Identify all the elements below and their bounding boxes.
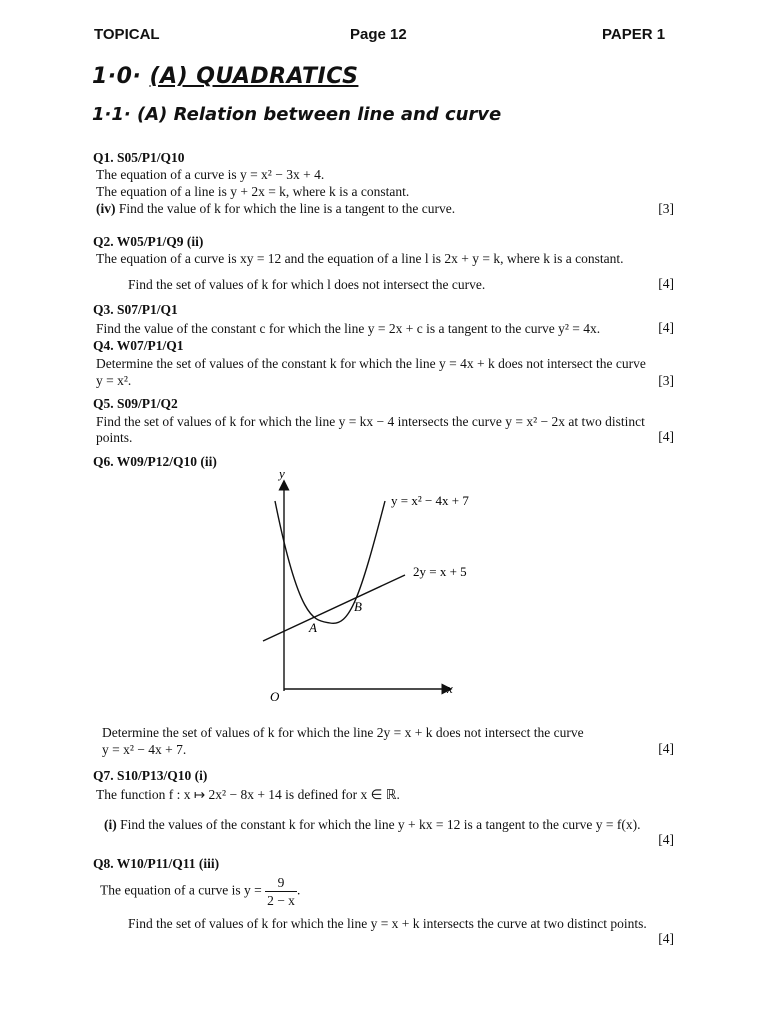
question-line: The equation of a curve is y = $\frac{9}{2 - x}$ . [100, 875, 301, 908]
y-axis-label: y [279, 466, 285, 481]
part-label: (iv) [96, 201, 116, 216]
question-part [96, 200, 455, 217]
section-title: (A) Relation between line and curve [137, 104, 502, 125]
question-line: Find the value of the constant c for which the line y = 2x + c is a tangent to the curve y² = 4x. [96, 321, 601, 336]
section-heading [92, 104, 501, 125]
question-line: The function f : x ↦ 2x² − 8x + 14 is defined for x ∈ ℝ. [96, 787, 400, 802]
marks: [4] [658, 832, 674, 847]
question-line: y = x² − 4x + 7. [102, 742, 187, 757]
question-line: y = x². [96, 373, 132, 388]
question-id: Q6. W09/P12/Q10 (ii) [93, 454, 217, 469]
question-id: Q3. S07/P1/Q1 [93, 302, 178, 317]
question-line: The equation of a curve is y = x² − 3x + 4. [96, 167, 325, 182]
question-line: Find the set of values of k for which the line y = kx − 4 intersects the curve y = x² − 2x at two distinct [96, 414, 645, 429]
header-topical: TOPICAL [94, 26, 160, 43]
part-text: Find the values of the constant k for which the line y + kx = 12 is a tangent to the curve y = f(x). [120, 817, 641, 832]
question-line: Find the set of values of k for which the line y = x + k intersects the curve at two distinct points. [128, 916, 647, 931]
origin-label: O [270, 689, 280, 704]
chapter-title: (A) QUADRATICS [149, 64, 359, 89]
header-page-number: Page 12 [350, 26, 407, 43]
marks: [4] [658, 741, 674, 756]
section-number: 1·1· [92, 104, 131, 125]
question-line: The equation of a curve is xy = 12 and the equation of a line l is 2x + y = k, where k is a constant. [96, 251, 624, 266]
question-line: points. [96, 430, 133, 445]
question-id: Q1. S05/P1/Q10 [93, 150, 185, 165]
question-id: Q7. S10/P13/Q10 (i) [93, 768, 208, 783]
marks: [3] [658, 373, 674, 388]
question-line: Determine the set of values of k for which the line 2y = x + k does not intersect the curve [102, 725, 584, 740]
question-line: Determine the set of values of the constant k for which the line y = 4x + k does not intersect the curve [96, 356, 646, 371]
curve-label: y = x² − 4x + 7 [391, 493, 469, 508]
line-label: 2y = x + 5 [413, 564, 467, 579]
header-paper: PAPER 1 [602, 26, 666, 43]
point-a-label: A [309, 620, 317, 635]
part-text: Find the value of k for which the line is a tangent to the curve. [118, 201, 456, 216]
part-label: (i) [104, 817, 117, 832]
fraction [265, 874, 297, 909]
question-id: Q4. W07/P1/Q1 [93, 338, 184, 353]
question-id: Q2. W05/P1/Q9 (ii) [93, 234, 204, 249]
fraction-numerator: 9 [265, 874, 297, 892]
question-id: Q8. W10/P11/Q11 (iii) [93, 856, 220, 871]
question-line: The equation of a line is y + 2x = k, where k is a constant. [96, 184, 410, 199]
marks: [4] [658, 429, 674, 444]
fraction-denominator: 2 − x [267, 893, 295, 908]
marks: [3] [658, 201, 674, 216]
marks: [4] [658, 931, 674, 946]
curve [275, 501, 385, 623]
question-line: Find the set of values of k for which l does not intersect the curve. [128, 277, 486, 292]
point-b-label: B [354, 599, 362, 614]
graph [255, 465, 515, 710]
chapter-number: 1·0· [92, 64, 142, 89]
question-id: Q5. S09/P1/Q2 [93, 396, 178, 411]
x-axis-label: x [447, 681, 453, 696]
marks: [4] [658, 320, 674, 335]
question-part [104, 816, 640, 833]
marks: [4] [658, 276, 674, 291]
chapter-heading [92, 64, 358, 89]
